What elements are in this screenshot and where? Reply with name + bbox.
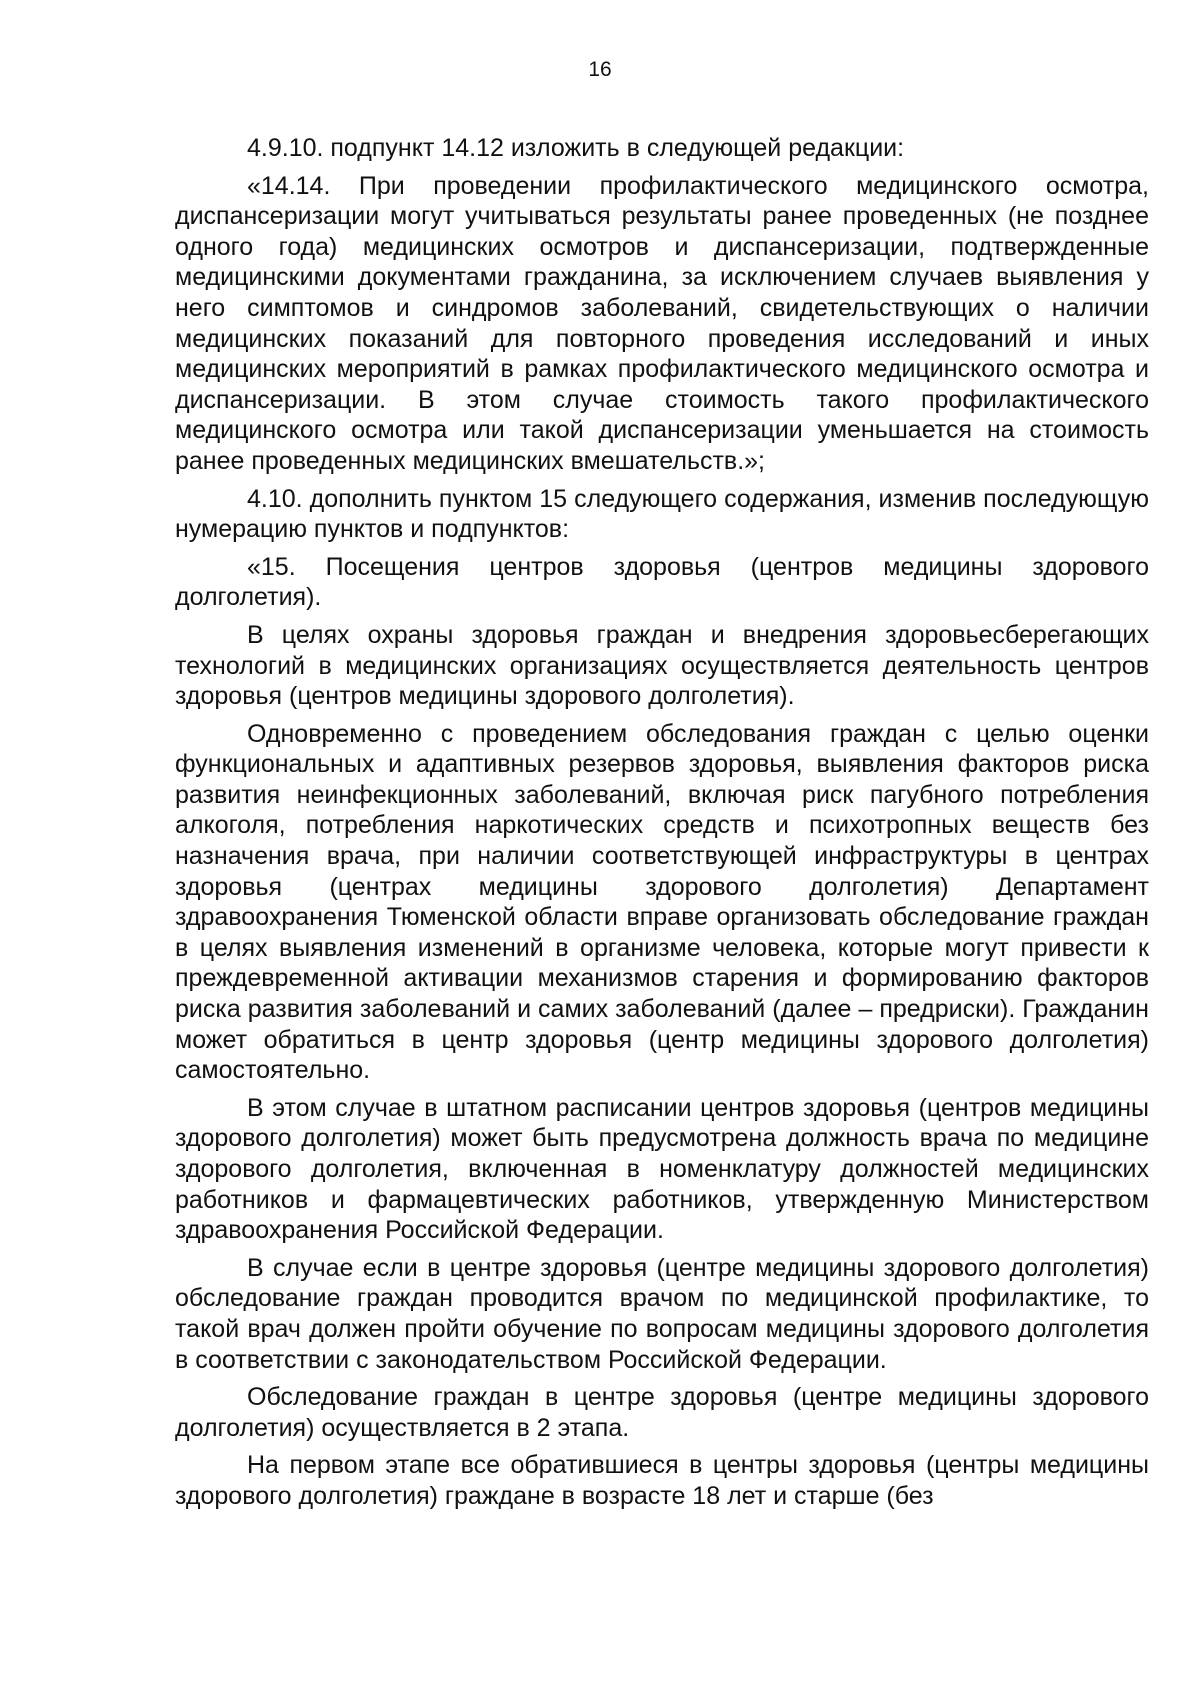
paragraph-physician-training: В случае если в центре здоровья (центре медицины здорового долголетия) обследование граждан проводится врачом по медицинской профилактике, то такой врач должен пройти обучение по вопросам медицины здорового долголетия в соответствии с законодательством Российской Федерации.	[175, 1253, 1149, 1374]
document-body	[175, 133, 1149, 1519]
paragraph-health-protection: В целях охраны здоровья граждан и внедрения здоровьесберегающих технологий в медицинских организациях осуществляется деятельность центров здоровья (центров медицины здорового долголетия).	[175, 620, 1149, 711]
paragraph-15-heading: «15. Посещения центров здоровья (центров медицины здорового долголетия).	[175, 552, 1149, 612]
paragraph-14-14: «14.14. При проведении профилактического медицинского осмотра, диспансеризации могут учитываться результаты ранее проведенных (не позднее одного года) медицинских осмотров и диспансеризации, подтвержденные медицинскими документами гражданина, за исключением случаев выявления у него симптомов и синдромов заболеваний, свидетельствующих о наличии медицинских показаний для повторного проведения исследований и иных медицинских мероприятий в рамках профилактического медицинского осмотра и диспансеризации. В этом случае стоимость такого профилактического медицинского осмотра или такой диспансеризации уменьшается на стоимость ранее проведенных медицинских вмешательств.»;	[175, 171, 1149, 475]
paragraph-4-10: 4.10. дополнить пунктом 15 следующего содержания, изменив последующую нумерацию пунктов и подпунктов:	[175, 484, 1149, 544]
paragraph-examination: Одновременно с проведением обследования граждан с целью оценки функциональных и адаптивных резервов здоровья, выявления факторов риска развития неинфекционных заболеваний, включая риск пагубного потребления алкоголя, потребления наркотических средств и психотропных веществ без назначения врача, при наличии соответствующей инфраструктуры в центрах здоровья (центрах медицины здорового долголетия) Департамент здравоохранения Тюменской области вправе организовать обследование граждан в целях выявления изменений в организме человека, которые могут привести к преждевременной активации механизмов старения и формированию факторов риска развития заболеваний и самих заболеваний (далее – предриски). Гражданин может обратиться в центр здоровья (центр медицины здорового долголетия) самостоятельно.	[175, 719, 1149, 1085]
paragraph-staffing: В этом случае в штатном расписании центров здоровья (центров медицины здорового долголетия) может быть предусмотрена должность врача по медицине здорового долголетия, включенная в номенклатуру должностей медицинских работников и фармацевтических работников, утвержденную Министерством здравоохранения Российской Федерации.	[175, 1093, 1149, 1245]
paragraph-4-9-10: 4.9.10. подпункт 14.12 изложить в следующей редакции:	[247, 134, 905, 162]
page-number: 16	[588, 58, 612, 81]
paragraph-two-stages: Обследование граждан в центре здоровья (центре медицины здорового долголетия) осуществляется в 2 этапа.	[175, 1383, 1149, 1442]
paragraph-first-stage: На первом этапе все обратившиеся в центры здоровья (центры медицины здорового долголетия) граждане в возрасте 18 лет и старше (без	[175, 1451, 1149, 1510]
